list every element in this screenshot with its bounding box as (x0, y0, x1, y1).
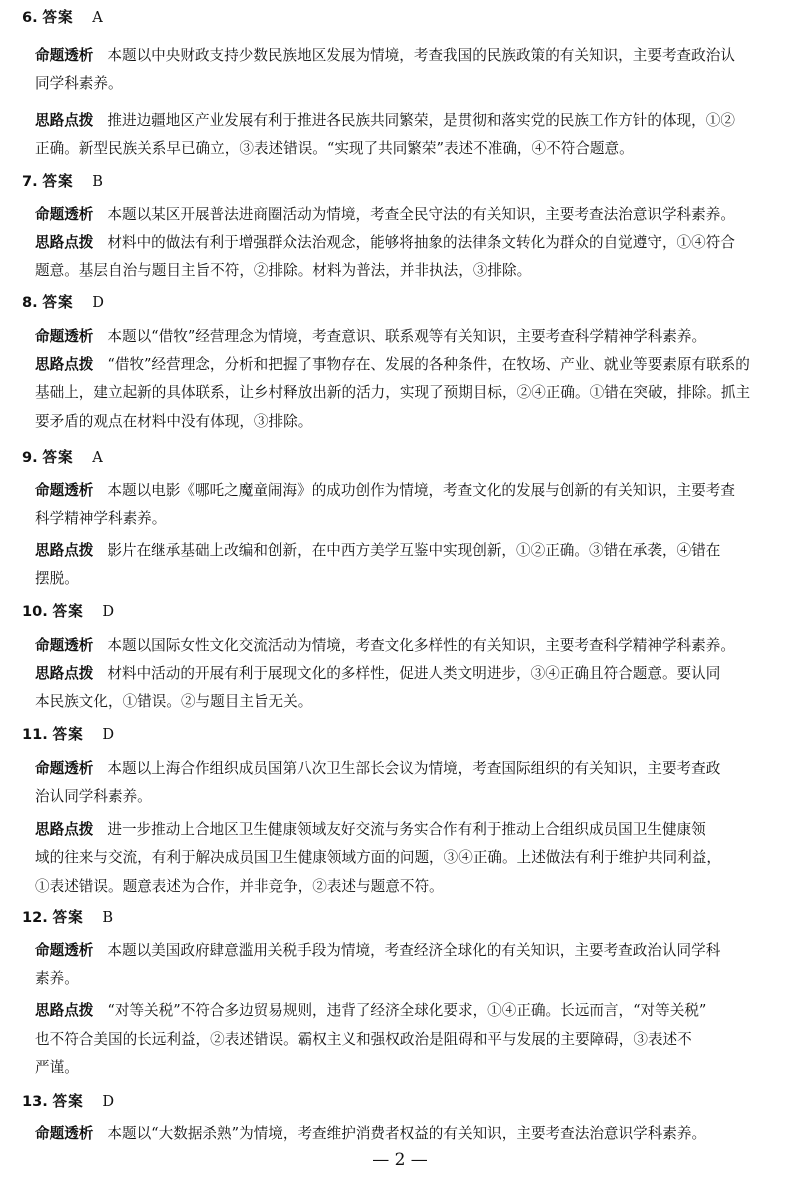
question-9-header (22, 448, 103, 468)
answer-value: D (102, 1093, 115, 1110)
question-10-hint-line-1 (35, 664, 720, 684)
question-11-hint-line-3: ①表述错误。题意表述为合作，并非竞争，②表述与题意不符。 (35, 878, 444, 895)
question-10-hint-line-2: 本民族文化，①错误。②与题目主旨无关。 (35, 693, 313, 710)
analysis-text: 本题以某区开展普法进商圈活动为情境，考查全民守法的有关知识，主要考查法治意识学科素养。 (107, 206, 735, 223)
question-12-hint-line-1 (35, 1001, 706, 1021)
question-number: 9. (22, 449, 38, 466)
question-11-hint-line-1 (35, 820, 706, 840)
question-12-hint-line-2: 也不符合美国的长远利益，②表述错误。霸权主义和强权政治是阻碍和平与发展的主要障碍，③表述不 (35, 1031, 692, 1048)
answer-label: 答案 (42, 449, 74, 466)
question-13-analysis-line-1 (35, 1124, 706, 1144)
answer-value: D (92, 294, 104, 311)
question-7-hint-line-2: 题意。基层自治与题目主旨不符，②排除。材料为普法，并非执法，③排除。 (35, 262, 532, 279)
question-number: 12. (22, 909, 48, 926)
hint-label: 思路点拨 (35, 234, 94, 251)
question-8-header (22, 293, 104, 313)
hint-text: 推进边疆地区产业发展有利于推进各民族共同繁荣，是贯彻和落实党的民族工作方针的体现，①② (107, 112, 735, 129)
question-number: 10. (22, 603, 48, 620)
hint-text: 进一步推动上合地区卫生健康领域友好交流与务实合作有利于推动上合组织成员国卫生健康领 (107, 821, 706, 838)
question-6-analysis-line-2: 同学科素养。 (35, 75, 123, 92)
question-6-hint-line-1 (35, 111, 735, 131)
answer-label: 答案 (42, 294, 74, 311)
question-number: 8. (22, 294, 38, 311)
question-10-analysis-line-1 (35, 636, 735, 656)
analysis-label: 命题透析 (35, 206, 94, 223)
hint-text: 影片在继承基础上改编和创新，在中西方美学互鉴中实现创新，①②正确。③错在承袭，④错在 (107, 542, 721, 559)
question-10-header (22, 602, 114, 622)
hint-label: 思路点拨 (35, 542, 94, 559)
analysis-text: 本题以中央财政支持少数民族地区发展为情境，考查我国的民族政策的有关知识，主要考查政治认 (107, 47, 735, 64)
answer-value: A (92, 9, 103, 26)
question-number: 11. (22, 726, 48, 743)
hint-label: 思路点拨 (35, 1002, 94, 1019)
analysis-text: 本题以美国政府肆意滥用关税手段为情境，考查经济全球化的有关知识，主要考查政治认同学科 (107, 942, 721, 959)
question-9-hint-line-1 (35, 541, 720, 561)
question-7-analysis-line-1 (35, 205, 735, 225)
answer-label: 答案 (52, 726, 84, 743)
question-11-analysis-line-1 (35, 759, 720, 779)
question-7-hint-line-1 (35, 233, 735, 253)
question-8-hint-line-2: 基础上，建立起新的具体联系，让乡村释放出新的活力，实现了预期目标，②④正确。①错在突破，排除。抓主 (35, 384, 751, 401)
question-12-header (22, 908, 113, 928)
question-9-analysis-line-2: 科学精神学科素养。 (35, 510, 167, 527)
analysis-text: 本题以国际女性文化交流活动为情境，考查文化多样性的有关知识，主要考查科学精神学科素养。 (107, 637, 735, 654)
analysis-text: 本题以上海合作组织成员国第八次卫生部长会议为情境，考查国际组织的有关知识，主要考查政 (107, 760, 721, 777)
question-13-header (22, 1092, 114, 1112)
answer-value: B (92, 173, 103, 190)
question-11-analysis-line-2: 治认同学科素养。 (35, 788, 152, 805)
hint-label: 思路点拨 (35, 821, 94, 838)
analysis-label: 命题透析 (35, 760, 94, 777)
analysis-text: 本题以“大数据杀熟”为情境，考查维护消费者权益的有关知识，主要考查法治意识学科素养。 (107, 1125, 707, 1142)
hint-label: 思路点拨 (35, 356, 94, 373)
answer-label: 答案 (42, 9, 74, 26)
answer-value: A (92, 449, 103, 466)
analysis-label: 命题透析 (35, 637, 94, 654)
question-8-analysis-line-1 (35, 327, 706, 347)
question-8-hint-line-1 (35, 355, 750, 375)
hint-text: 材料中的做法有利于增强群众法治观念，能够将抽象的法律条文转化为群众的自觉遵守，①④符合 (107, 234, 735, 251)
page-number: — 2 — (372, 1150, 428, 1170)
analysis-label: 命题透析 (35, 482, 94, 499)
analysis-label: 命题透析 (35, 47, 94, 64)
question-number: 7. (22, 173, 38, 190)
analysis-text: 本题以电影《哪吒之魔童闹海》的成功创作为情境，考查文化的发展与创新的有关知识，主要考查 (107, 482, 735, 499)
answer-value: D (102, 726, 115, 743)
question-12-analysis-line-1 (35, 941, 720, 961)
hint-text: “借牧”经营理念，分析和把握了事物存在、发展的各种条件，在牧场、产业、就业等要素原有联系的 (107, 356, 750, 373)
answer-label: 答案 (52, 1093, 84, 1110)
hint-label: 思路点拨 (35, 665, 94, 682)
hint-label: 思路点拨 (35, 112, 94, 129)
analysis-label: 命题透析 (35, 942, 94, 959)
answer-label: 答案 (52, 909, 84, 926)
answer-label: 答案 (42, 173, 74, 190)
question-6-analysis-line-1 (35, 46, 735, 66)
analysis-text: 本题以“借牧”经营理念为情境，考查意识、联系观等有关知识，主要考查科学精神学科素养。 (107, 328, 707, 345)
question-number: 6. (22, 9, 38, 26)
hint-text: “对等关税”不符合多边贸易规则，违背了经济全球化要求，①④正确。长远而言，“对等关税” (107, 1002, 707, 1019)
analysis-label: 命题透析 (35, 1125, 94, 1142)
question-12-hint-line-3: 严谨。 (35, 1059, 79, 1076)
question-8-hint-line-3: 要矛盾的观点在材料中没有体现，③排除。 (35, 413, 313, 430)
question-6-header (22, 8, 103, 28)
question-7-header (22, 172, 103, 192)
answer-value: B (102, 909, 114, 926)
analysis-label: 命题透析 (35, 328, 94, 345)
question-6-hint-line-2: 正确。新型民族关系早已确立，③表述错误。“实现了共同繁荣”表述不准确，④不符合题意。 (35, 140, 634, 157)
answer-label: 答案 (52, 603, 84, 620)
question-9-hint-line-2: 摆脱。 (35, 570, 79, 587)
hint-text: 材料中活动的开展有利于展现文化的多样性，促进人类文明进步，③④正确且符合题意。要认同 (107, 665, 721, 682)
question-12-analysis-line-2: 素养。 (35, 970, 79, 987)
question-11-hint-line-2: 域的往来与交流，有利于解决成员国卫生健康领域方面的问题，③④正确。上述做法有利于维护共同利益， (35, 849, 721, 866)
question-number: 13. (22, 1093, 48, 1110)
answer-value: D (102, 603, 115, 620)
question-9-analysis-line-1 (35, 481, 735, 501)
question-11-header (22, 725, 114, 745)
